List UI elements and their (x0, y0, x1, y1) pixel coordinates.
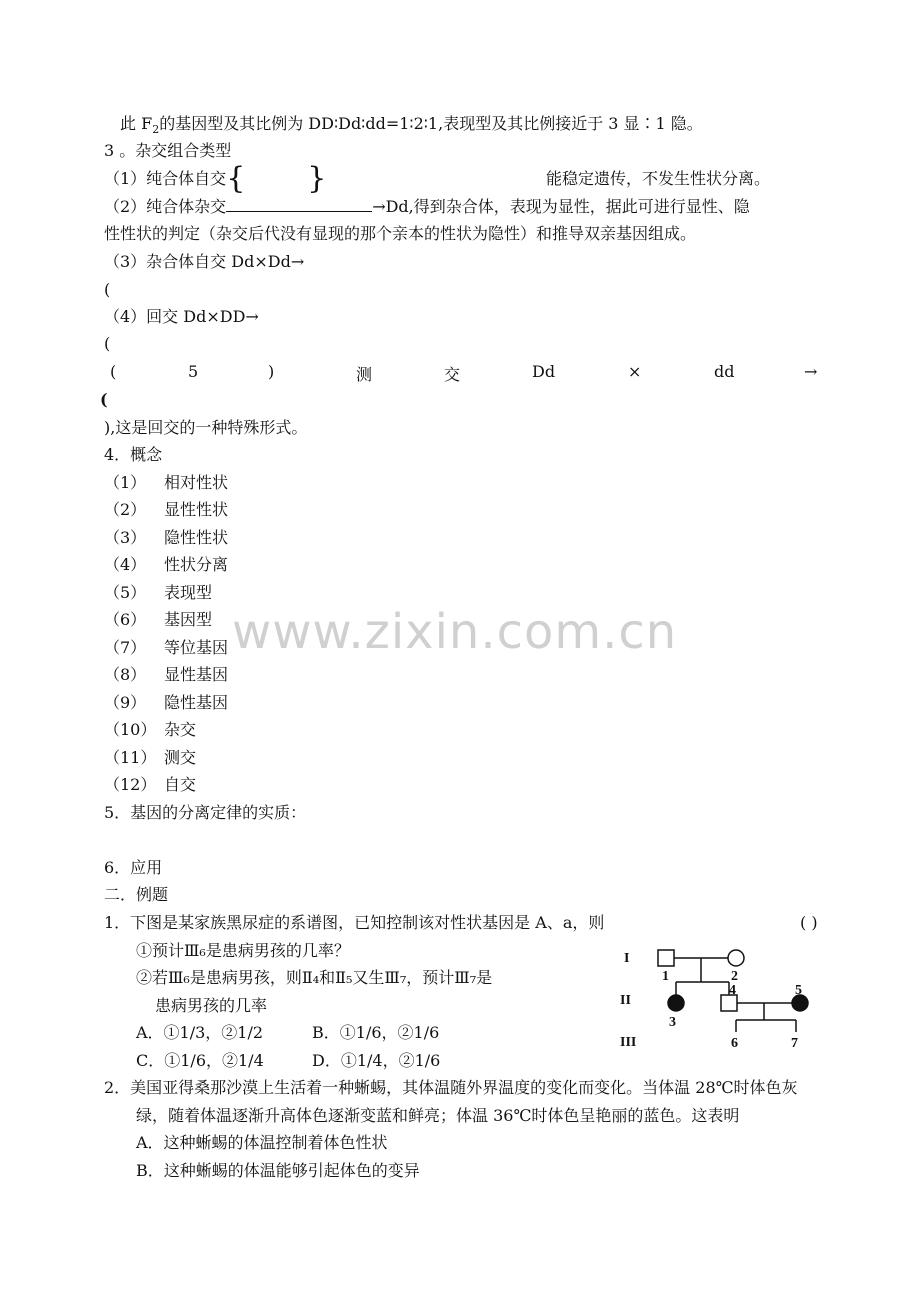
watermark-text: www.zixin.com.cn (232, 604, 678, 660)
item-num: （2） (104, 500, 147, 519)
list-item (104, 555, 228, 575)
item4-paren: ( (104, 334, 111, 353)
item-text: 隐性性状 (164, 528, 229, 547)
row5-token: → (804, 362, 818, 381)
item2-continued: 性性状的判定（杂交后代没有显现的那个亲本的性状为隐性）和推导双亲基因组成。 (104, 224, 697, 243)
id-6: 6 (731, 1036, 738, 1051)
item-text: 测交 (164, 748, 197, 767)
section6-title: 6．应用 (104, 858, 163, 877)
q1-option-c: C．①1/6，②1/4 (136, 1051, 264, 1070)
q2-option-a: A．这种蜥蜴的体温控制着体色性状 (136, 1133, 388, 1152)
row5-token: 测 (356, 365, 373, 384)
section3-item1 (104, 161, 327, 196)
q1-answer-paren: ( ) (800, 913, 818, 932)
gen-label-3: III (620, 1035, 637, 1050)
item-text: 显性基因 (164, 665, 229, 684)
row5-token: ( (110, 362, 117, 381)
row5-token: 交 (444, 365, 461, 384)
item-num: （8） (104, 665, 147, 684)
f2-sub: 2 (152, 123, 160, 137)
list-item (104, 720, 196, 740)
pedigree-female-2 (728, 950, 744, 966)
item-text: 隐性基因 (164, 693, 229, 712)
list-item (104, 610, 212, 630)
q1-stem: 1．下图是某家族黑尿症的系谱图，已知控制该对性状基因是 A、a，则 (104, 913, 605, 932)
list-item (104, 665, 228, 685)
item2-pre: （2）纯合体杂交 (104, 197, 227, 216)
q2-line2: 绿，随着体温逐渐升高体色逐渐变蓝和鲜亮；体温 36℃时体色呈艳丽的蓝色。这表明 (136, 1106, 740, 1125)
section4-title: 4．概念 (104, 445, 163, 464)
pedigree-affected-female-3 (668, 995, 684, 1011)
list-item (104, 693, 228, 713)
item-num: （1） (104, 473, 147, 492)
q1-sub1: ①预计Ⅲ₆是患病男孩的几率？ (136, 941, 350, 960)
item-num: （3） (104, 528, 147, 547)
item-text: 表现型 (164, 583, 213, 602)
id-2: 2 (731, 969, 738, 984)
id-3: 3 (669, 1015, 676, 1030)
item-text: 基因型 (164, 610, 213, 629)
section5-title: 5．基因的分离定律的实质： (104, 803, 307, 822)
row5-token: ) (268, 362, 275, 381)
item-text: 显性性状 (164, 500, 229, 519)
right-brace: } (307, 161, 327, 196)
item5-open-paren: ( (100, 390, 108, 409)
q1-sub2-cont: 患病男孩的几率 (155, 996, 268, 1015)
gen-label-1: I (624, 951, 630, 966)
row5-token: × (628, 362, 642, 381)
pedigree-diagram (610, 940, 840, 1060)
list-item (104, 473, 228, 493)
f2-pre: 此 F (120, 114, 153, 133)
item5-close: ),这是回交的一种特殊形式。 (104, 418, 308, 437)
answer-blank[interactable] (226, 197, 372, 212)
section3-item4: （4）回交 Dd×DD→ (104, 307, 259, 326)
id-5: 5 (795, 983, 802, 998)
id-1: 1 (662, 969, 669, 984)
section3-title: 3 。杂交组合类型 (104, 141, 232, 160)
item-text: 等位基因 (164, 638, 229, 657)
list-item (104, 500, 228, 520)
id-4: 4 (729, 983, 736, 998)
item-num: （6） (104, 610, 147, 629)
row5-token: Dd (532, 362, 556, 381)
q1-option-d: D．①1/4，②1/6 (312, 1051, 441, 1070)
left-brace: { (226, 161, 246, 196)
item-text: 性状分离 (164, 555, 229, 574)
section3-item3: （3）杂合体自交 Dd×Dd→ (104, 252, 305, 271)
item-num: （7） (104, 638, 147, 657)
q1-sub2: ②若Ⅲ₆是患病男孩，则Ⅱ₄和Ⅱ₅又生Ⅲ₇，预计Ⅲ₇是 (136, 968, 493, 987)
item3-paren: ( (104, 280, 111, 299)
q2-line1: 2．美国亚得桑那沙漠上生活着一种蜥蜴，其体温随外界温度的变化而变化。当体温 28℃时体色灰 (104, 1078, 798, 1097)
examples-title: 二．例题 (104, 885, 169, 904)
item1-label: （1）纯合体自交 (104, 169, 227, 188)
section3-item2 (104, 197, 750, 217)
item-num: （11） (104, 748, 157, 767)
list-item (104, 528, 228, 548)
item1-tail: 能稳定遗传，不发生性状分离。 (546, 169, 771, 188)
list-item (104, 748, 196, 768)
f2-post: 的基因型及其比例为 DD∶Dd∶dd=1∶2∶1,表现型及其比例接近于 3 显∶1 隐。 (159, 114, 703, 133)
item-num: （12） (104, 775, 157, 794)
q2-option-b: B．这种蜥蜴的体温能够引起体色的变异 (136, 1161, 420, 1180)
item2-post: →Dd,得到杂合体，表现为显性，据此可进行显性、隐 (372, 197, 750, 216)
item-text: 自交 (164, 775, 197, 794)
item-num: （5） (104, 583, 147, 602)
id-7: 7 (791, 1036, 798, 1051)
row5-token: 5 (188, 362, 199, 381)
list-item (104, 638, 228, 658)
pedigree-male-1 (658, 950, 674, 966)
section3-item5-row (104, 362, 824, 382)
item-text: 杂交 (164, 720, 197, 739)
item-num: （4） (104, 555, 147, 574)
q1-option-b: B．①1/6，②1/6 (312, 1023, 440, 1042)
list-item (104, 775, 196, 795)
item-text: 相对性状 (164, 473, 229, 492)
row5-token: dd (714, 362, 735, 381)
item-num: （10） (104, 720, 157, 739)
gen-label-2: II (620, 993, 631, 1008)
f2-ratio-line (120, 114, 703, 140)
list-item (104, 583, 212, 603)
item-num: （9） (104, 693, 147, 712)
q1-option-a: A．①1/3，②1/2 (136, 1023, 264, 1042)
